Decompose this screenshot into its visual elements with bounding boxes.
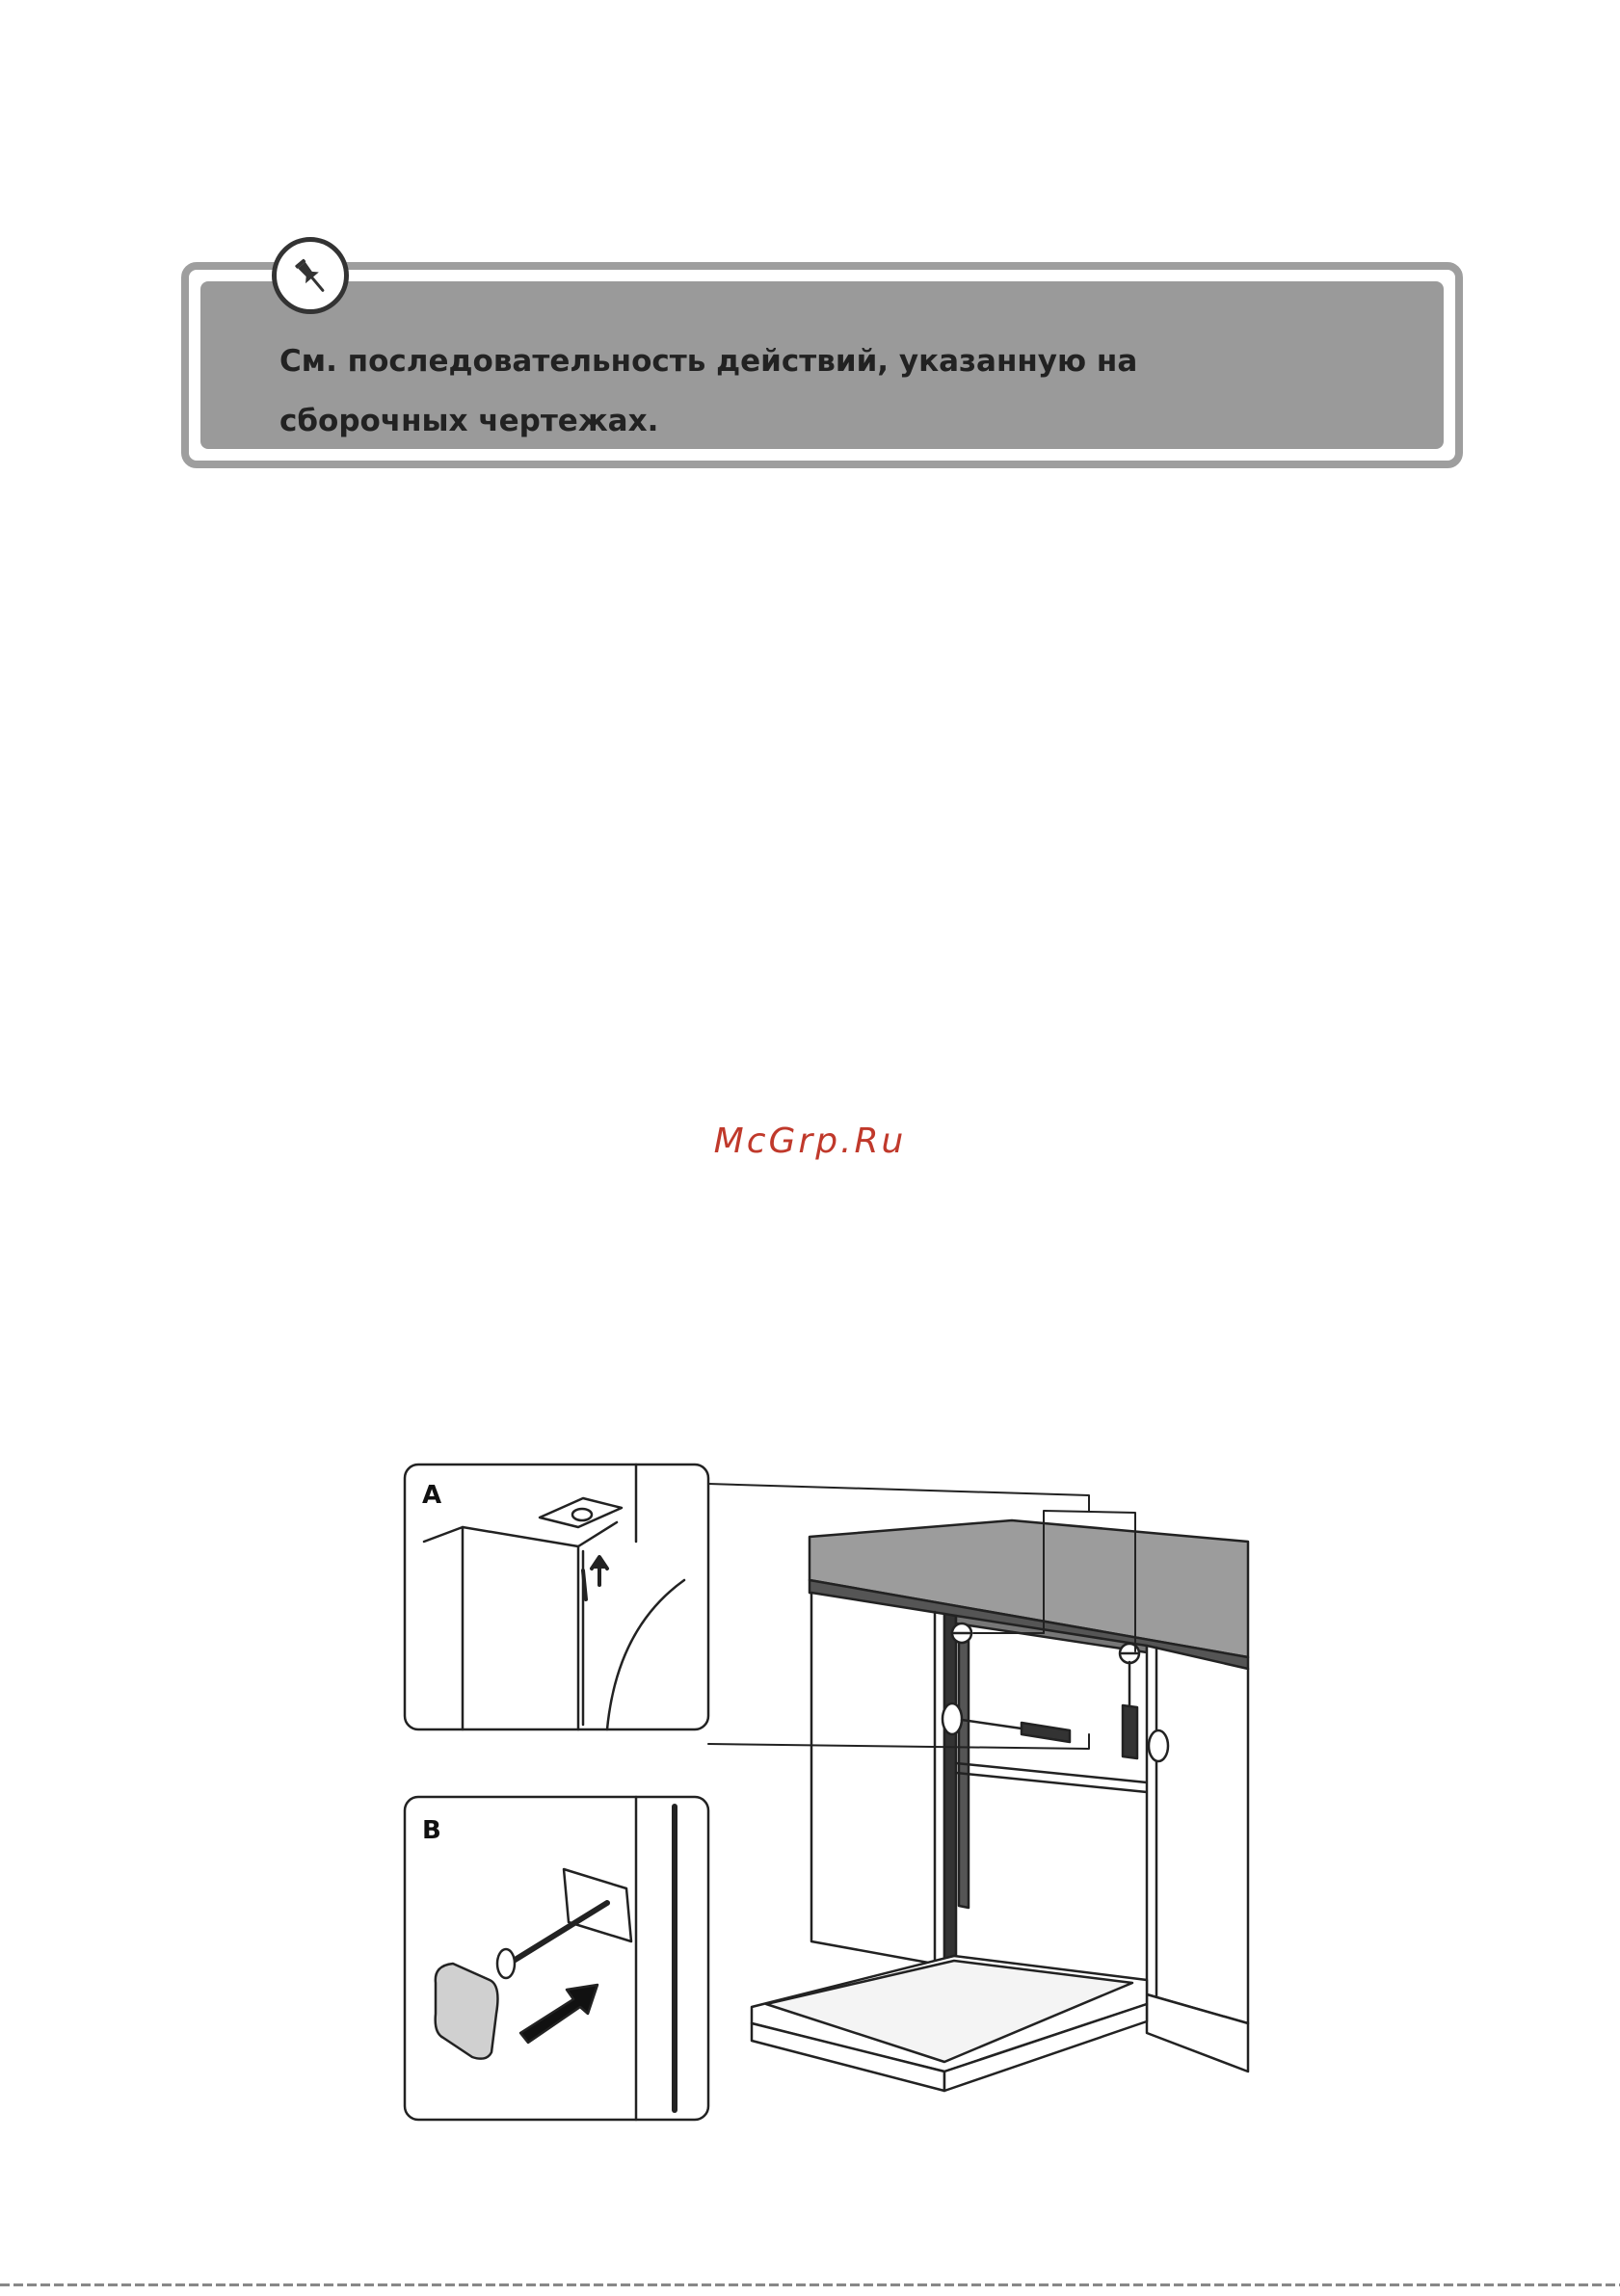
inset-a bbox=[405, 1465, 708, 1729]
note-text bbox=[279, 331, 1340, 451]
note-text-line-2: сборочных чертежах. bbox=[279, 404, 659, 438]
figure-label-a: A bbox=[422, 1481, 442, 1510]
page-bottom-rule bbox=[0, 2283, 1620, 2286]
watermark: McGrp.Ru bbox=[713, 1122, 907, 1161]
note-box-fill bbox=[200, 281, 1444, 449]
figure-label-b: B bbox=[422, 1816, 441, 1845]
right-cabinet bbox=[1147, 1646, 1248, 2072]
left-cabinet bbox=[811, 1593, 944, 1966]
note-text-line-1: См. последовательность действий, указанную на bbox=[279, 344, 1138, 379]
note-box bbox=[181, 262, 1463, 468]
screwdriver-vertical bbox=[1123, 1662, 1137, 1758]
dishwasher-frame bbox=[944, 1614, 1147, 1985]
screwdriver-horizontal bbox=[962, 1720, 1070, 1742]
pushpin-icon bbox=[272, 237, 349, 314]
assembly-illustration bbox=[395, 1455, 1262, 2129]
dishwasher-door bbox=[752, 1956, 1147, 2091]
inset-b bbox=[405, 1797, 708, 2120]
